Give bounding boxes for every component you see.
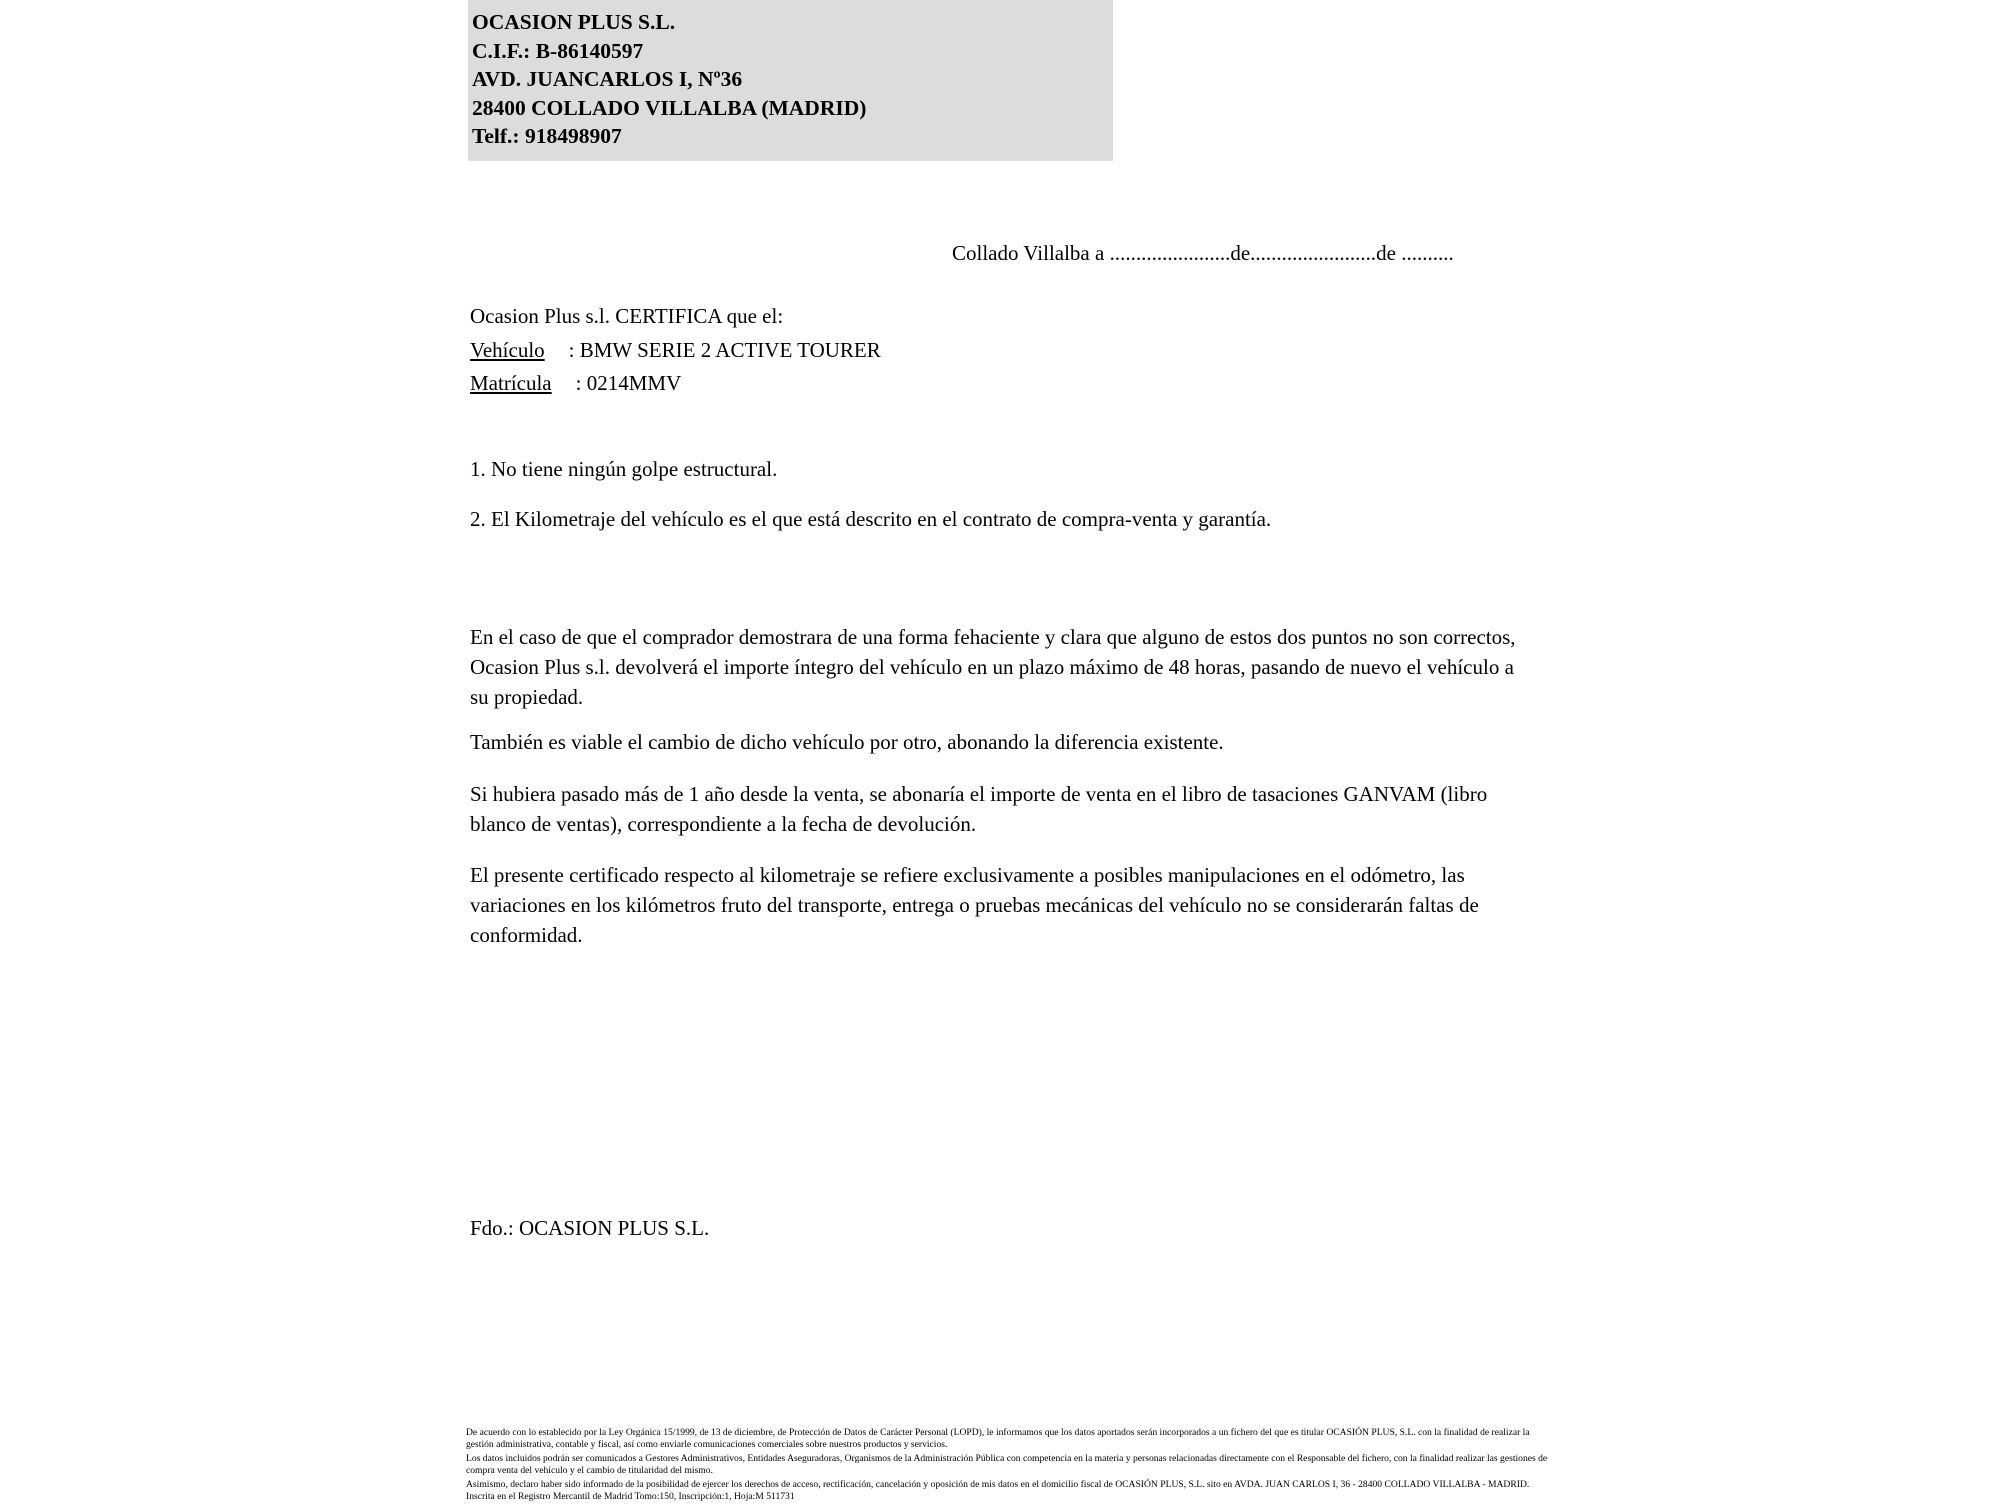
certification-point-2: 2. El Kilometraje del vehículo es el que está descrito en el contrato de compra-venta y garantía. <box>470 507 1272 531</box>
company-name: OCASION PLUS S.L. <box>472 10 676 34</box>
certification-point-1: 1. No tiene ningún golpe estructural. <box>470 457 778 481</box>
plate-label: Matrícula <box>470 371 552 395</box>
clause-ganvam: Si hubiera pasado más de 1 año desde la venta, se abonaría el importe de venta en el libro de tasaciones GANVAM (libro blanco de ventas), correspondiente a la fecha de devolución. <box>470 782 1488 836</box>
vehicle-value: : BMW SERIE 2 ACTIVE TOURER <box>568 337 881 362</box>
company-letterhead <box>468 0 1113 161</box>
company-address-street: AVD. JUANCARLOS I, Nº36 <box>472 67 743 91</box>
legal-paragraph-1: De acuerdo con lo establecido por la Ley Orgánica 15/1999, de 13 de diciembre, de Protección de Datos de Carácter Personal (LOPD), le informamos que los datos aportados serán incorporados a un fichero del que es titular OCASIÓN PLUS, S.L. con la finalidad de realizar la gestión administrativa, contable y fiscal, así como enviarle comunicaciones comerciales sobre nuestros productos y servicios. <box>466 1427 1530 1450</box>
plate-row <box>470 367 881 401</box>
company-phone: Telf.: 918498907 <box>472 124 622 148</box>
clause-odometer: El presente certificado respecto al kilometraje se refiere exclusivamente a posibles manipulaciones en el odómetro, las variaciones en los kilómetros fruto del transporte, entrega o pruebas mecánicas del vehículo no se considerarán faltas de conformidad. <box>470 863 1479 947</box>
certification-block <box>470 300 881 401</box>
plate-value: : 0214MMV <box>575 371 682 395</box>
company-address-city: 28400 COLLADO VILLALBA (MADRID) <box>472 95 867 120</box>
clause-exchange: También es viable el cambio de dicho vehículo por otro, abonando la diferencia existente. <box>470 730 1224 754</box>
certification-intro: Ocasion Plus s.l. CERTIFICA que el: <box>470 304 784 328</box>
legal-paragraph-3: Asimismo, declaro haber sido informado de la posibilidad de ejercer los derechos de acceso, rectificación, cancelación y oposición de mis datos en el domicilio fiscal de OCASIÓN PLUS, S.L. sito en AVDA. JUAN CARLOS I, 36 - 28400 COLLADO VILLALBA - MADRID. Inscrita en el Registro Mercantil de Madrid Tomo:150, Inscripción:1, Hoja:M 511731 <box>466 1479 1530 1502</box>
signature-line: Fdo.: OCASION PLUS S.L. <box>470 1216 710 1240</box>
legal-paragraph-2: Los datos incluidos podrán ser comunicados a Gestores Administrativos, Entidades Aseguradoras, Organismos de la Administración Pública con competencia en la materia y personas relacionadas directamente con el Responsable del fichero, con la finalidad realizar las gestiones de compra venta del vehículo y el cambio de titularidad del mismo. <box>466 1453 1548 1476</box>
vehicle-row <box>470 334 881 368</box>
vehicle-label: Vehículo <box>470 337 545 362</box>
company-cif: C.I.F.: B-86140597 <box>472 38 644 63</box>
clause-refund: En el caso de que el comprador demostrara de una forma fehaciente y clara que alguno de estos dos puntos no son correctos, Ocasion Plus s.l. devolverá el importe íntegro del vehículo en un plazo máximo de 48 horas, pasando de nuevo el vehículo a su propiedad. <box>470 625 1516 709</box>
place-and-date-line: Collado Villalba a .......................de........................de .......... <box>952 241 1454 265</box>
legal-footer <box>466 1427 1556 1506</box>
